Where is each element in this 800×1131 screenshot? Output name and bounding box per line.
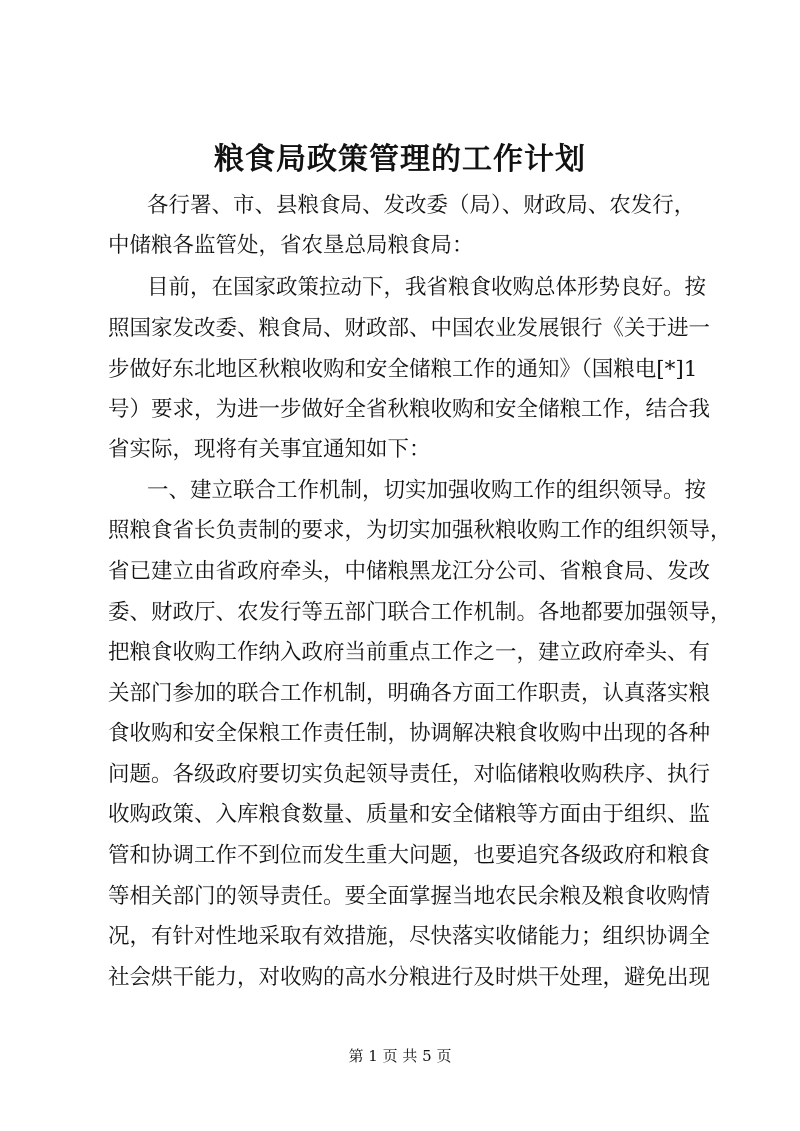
text-line: 步做好东北地区秋粮收购和安全储粮工作的通知》（国粮电[*]1	[108, 357, 698, 382]
text-line: 号）要求，为进一步做好全省秋粮收购和安全储粮工作，结合我	[108, 397, 711, 422]
text-line: 问题。各级政府要切实负起领导责任，对临储粮收购秩序、执行	[108, 762, 711, 787]
text-line: 管和协调工作不到位而发生重大问题，也要追究各级政府和粮食	[108, 843, 711, 868]
text-line: 等相关部门的领导责任。要全面掌握当地农民余粮及粮食收购情	[108, 884, 711, 909]
text-line: 收购政策、入库粮食数量、质量和安全储粮等方面由于组织、监	[108, 802, 711, 827]
text-line: 照国家发改委、粮食局、财政部、中国农业发展银行《关于进一	[108, 316, 711, 341]
text-line: 一、建立联合工作机制，切实加强收购工作的组织领导。按	[147, 478, 707, 503]
text-line: 各行署、市、县粮食局、发改委（局）、财政局、农发行，	[147, 193, 696, 218]
text-line: 社会烘干能力，对收购的高水分粮进行及时烘干处理，避免出现	[108, 965, 711, 990]
text-line: 省已建立由省政府牵头，中储粮黑龙江分公司、省粮食局、发改	[108, 559, 711, 584]
text-line: 把粮食收购工作纳入政府当前重点工作之一，建立政府牵头、有	[108, 640, 711, 665]
text-line: 目前，在国家政策拉动下，我省粮食收购总体形势良好。按	[147, 275, 707, 300]
page-number: 第 1 页 共 5 页	[348, 1047, 452, 1065]
text-line: 关部门参加的联合工作机制，明确各方面工作职责，认真落实粮	[108, 681, 711, 706]
text-line: 食收购和安全保粮工作责任制，协调解决粮食收购中出现的各种	[108, 721, 711, 746]
text-line: 况，有针对性地采取有效措施，尽快落实收储能力；组织协调全	[108, 924, 711, 949]
text-line: 委、财政厅、农发行等五部门联合工作机制。各地都要加强领导，	[108, 600, 732, 625]
text-line: 照粮食省长负责制的要求，为切实加强秋粮收购工作的组织领导，	[108, 518, 732, 543]
text-line: 中储粮各监管处，省农垦总局粮食局：	[108, 233, 474, 258]
text-line: 省实际，现将有关事宜通知如下：	[108, 437, 431, 462]
document-title: 粮食局政策管理的工作计划	[214, 142, 586, 177]
